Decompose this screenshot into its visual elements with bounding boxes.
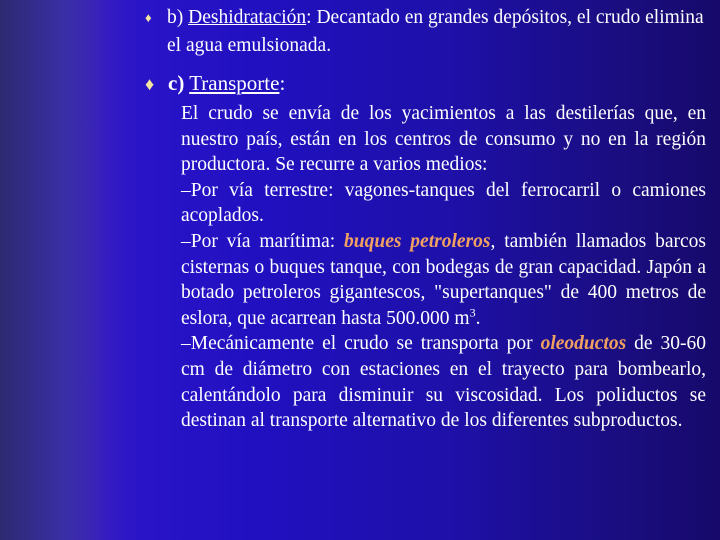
diamond-bullet-icon: ♦ — [145, 10, 152, 25]
heading-colon: : — [279, 71, 286, 95]
paragraph-oleoductos — [181, 331, 706, 433]
highlight-oleoductos: oleoductos — [540, 333, 627, 355]
term-transporte: Transporte — [189, 71, 280, 95]
paragraph-maritima — [181, 229, 706, 331]
diamond-bullet-icon: ♦ — [145, 74, 155, 94]
paragraph-terrestre: –Por vía terrestre: vagones-tanques del ferrocarril o camiones acoplados. — [181, 179, 706, 227]
text-segment: –Por vía marítima: — [181, 230, 345, 252]
paragraph-intro: El crudo se envía de los yacimientos a las destilerías que, en nuestro país, están en los centros de consumo y no en la región productora. Se recurre a varios medios: — [181, 103, 706, 176]
text-segment: . — [475, 307, 481, 329]
transporte-body — [181, 101, 706, 434]
bullet-label: c) — [168, 71, 185, 95]
term-deshidratacion: Deshidratación — [188, 7, 307, 28]
text-segment: –Mecánicamente el crudo se transporta por — [181, 333, 541, 355]
text-segment: de 30-60 cm de diámetro con estaciones en el trayecto para bombearlo, calentándolo para disminuir su viscosidad. Los poliductos se destinan al transporte alternativo de los diferentes subproductos. — [181, 333, 706, 432]
superscript-3: 3 — [469, 305, 476, 320]
bullet-transporte-heading — [168, 68, 285, 98]
highlight-buques-petroleros: buques petroleros — [344, 230, 491, 252]
text-segment: , también llamados barcos cisternas o buques tanque, con bodegas de gran capacidad. Japón a botado petroleros gigantescos, "supertanques" de 400 metros de eslora, que acarrean hasta 500.000 m — [181, 230, 706, 329]
bullet-text: : Decantado en grandes depósitos, el crudo elimina el agua emulsionada. — [167, 7, 704, 56]
bullet-deshidratacion — [167, 4, 707, 60]
left-decorative-band — [0, 0, 108, 540]
bullet-label: b) — [167, 7, 184, 28]
